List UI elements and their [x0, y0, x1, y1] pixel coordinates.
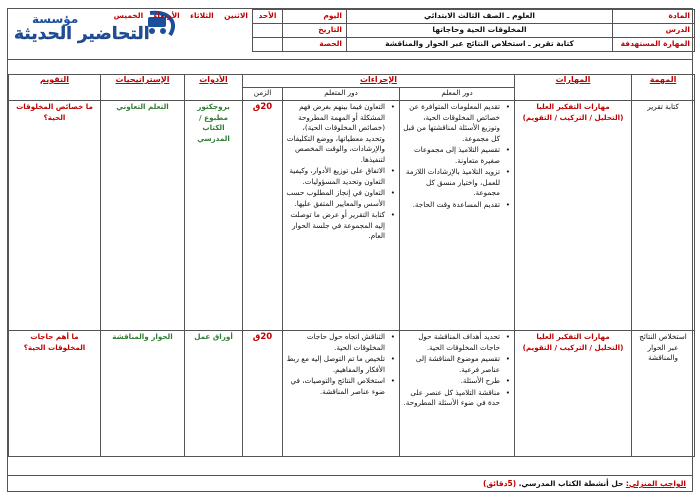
row1-assessment: ما خصائص المخلوقات الحية؟: [9, 101, 101, 331]
list-item: • التناقش اتجاه حول حاجات المخلوقات الحية.: [286, 332, 387, 353]
lesson-plan-sheet: [7, 8, 693, 492]
lesson-label: الدرس: [613, 24, 695, 38]
subject-value: العلوم ـ الصف الثالث الابتدائي: [347, 10, 613, 24]
day-thursday: الخميس: [113, 10, 144, 20]
col-skills: المهارات: [515, 75, 632, 101]
header-table: [8, 9, 695, 52]
date-value: [253, 24, 283, 38]
list-item: • كتابة التقرير أو عرض ما توصلت إليه المجموعة في جلسة الحوار العام.: [286, 210, 387, 242]
row1-task: كتابة تقرير: [632, 101, 695, 331]
col-strategies: الإستراتيجيات: [101, 75, 185, 101]
day-tuesday: الثلاثاء: [190, 10, 214, 20]
list-item: • تقسيم موضوع المناقشة إلى عناصر فرعية.: [403, 354, 502, 375]
table-row: [9, 101, 695, 331]
row2-task: استخلاص النتائج عبر الحوار والمناقشة: [632, 331, 695, 457]
date-label: التاريخ: [283, 24, 347, 38]
days-area: [9, 10, 253, 24]
table-row: [9, 331, 695, 457]
row2-tools: أوراق عمل: [185, 331, 243, 457]
col-task: المهمة: [632, 75, 695, 101]
homework-time: (5دقائق): [482, 479, 517, 488]
list-item: • التعاون فيما بينهم بغرض فهم المشكلة أو المهمة المطروحة (خصائص المخلوقات الحية)، وتحديد معطياتها، ووضع التكليفات والإرشادات، والوقت المخصص لتنفيذها.: [286, 102, 387, 165]
row2-teacher-role: [400, 331, 515, 457]
day-wednesday: الأربعاء: [153, 10, 180, 20]
col-procedures: الإجراءات: [243, 75, 515, 88]
row1-skills-detail: (التحليل / التركيب / التقويم): [522, 112, 624, 122]
row2-skills-detail: (التحليل / التركيب / التقويم): [522, 342, 624, 352]
col-assessment: التقويم: [9, 75, 101, 101]
list-item: • طرح الأسئلة.: [403, 376, 502, 387]
list-item: • الاتفاق على توزيع الأدوار، وكيفية التعاون وتحديد المسؤوليات.: [286, 166, 387, 187]
skill-value: كتابة تقرير ـ استخلاص النتائج عبر الحوار والمناقشة: [347, 38, 613, 52]
lesson-procedures-table: [8, 74, 695, 457]
subject-label: المادة: [613, 10, 695, 24]
skill-label: المهارة المستهدفة: [613, 38, 695, 52]
row2-time: 20ق: [243, 331, 283, 457]
separator-band: [8, 59, 692, 75]
list-item: • التعاون في إنجاز المطلوب حسب الأسس والمعايير المتفق عليها.: [286, 188, 387, 209]
col-tools: الأدوات: [185, 75, 243, 101]
row1-time: 20ق: [243, 101, 283, 331]
row2-skills: [515, 331, 632, 457]
list-item: • تقسيم التلاميذ إلى مجموعات صغيرة متعاونة.: [403, 145, 502, 166]
row2-skills-title: مهارات التفكير العليا: [536, 332, 610, 341]
row1-tools: بروجكتور مطبوع / الكتاب المدرسي: [185, 101, 243, 331]
list-item: • تلخيص ما تم التوصل إليه مع ربط الأفكار والمفاهيم.: [286, 354, 387, 375]
list-item: • تقديم المساعدة وقت الحاجة.: [403, 200, 502, 211]
row2-assessment: ما أهم حاجات المخلوقات الحية؟: [9, 331, 101, 457]
row2-strategy: الحوار والمناقشة: [101, 331, 185, 457]
day-monday: الاثنين: [224, 10, 248, 20]
list-item: • تقديم المعلومات المتوافرة عن خصائص المخلوقات الحية، وتوزيع الأسئلة لمناقشتها من قبل كل مجموعة.: [403, 102, 502, 144]
row1-skills-title: مهارات التفكير العليا: [536, 102, 610, 111]
row1-learner-role: [283, 101, 400, 331]
list-item: • تزويد التلاميذ بالإرشادات اللازمة للعمل، واختيار منسق كل مجموعة.: [403, 167, 502, 199]
lesson-value: المخلوقات الحية وحاجاتها: [347, 24, 613, 38]
day-label: اليوم: [283, 10, 347, 24]
list-item: • استخلاص النتائج والتوصيات، في ضوء عناصر المناقشة.: [286, 376, 387, 397]
period-value: [253, 38, 283, 52]
row1-teacher-role: [400, 101, 515, 331]
list-item: • مناقشة التلاميذ كل عنصر على حدة في ضوء الأسئلة المطروحة.: [403, 388, 502, 409]
logo-line-1: مؤسسة: [32, 12, 79, 26]
row1-skills: [515, 101, 632, 331]
col-teacher-role: دور المعلم: [400, 88, 515, 101]
col-time: الزمن: [243, 88, 283, 101]
row1-strategy: التعلم التعاوني: [101, 101, 185, 331]
homework-row: [8, 475, 692, 491]
logo-line-2: التحاضير الحديثة: [14, 24, 150, 44]
period-label: الحصة: [283, 38, 347, 52]
col-learner-role: دور المتعلم: [283, 88, 400, 101]
list-item: • تحديد أهداف المناقشة حول حاجات المخلوقات الحية.: [403, 332, 502, 353]
row2-learner-role: [283, 331, 400, 457]
homework-label: الواجب المنزلي:: [625, 479, 686, 488]
day-sunday: الأحد: [253, 10, 283, 24]
homework-text: حل أنشطة الكتاب المدرسي.: [518, 479, 624, 488]
